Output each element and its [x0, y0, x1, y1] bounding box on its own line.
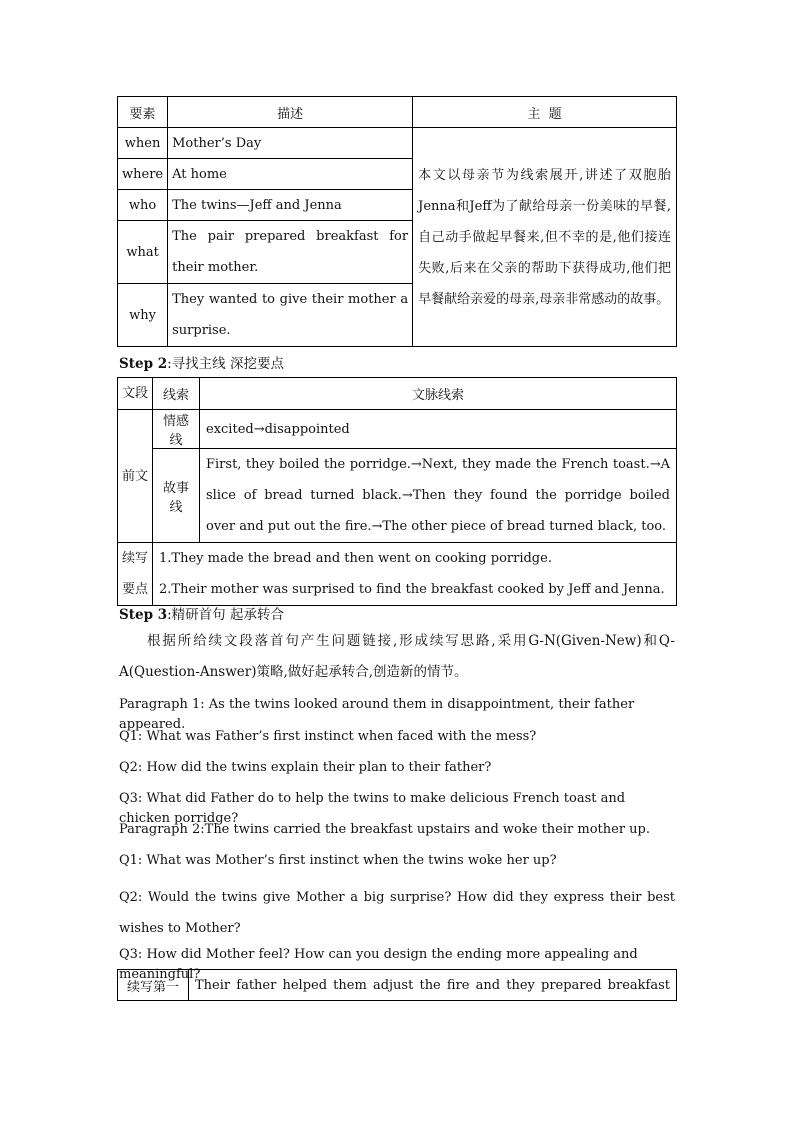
paragraph2-line: Paragraph 2:The twins carried the breakfast upstairs and woke their mother up. — [119, 822, 650, 837]
table-header-row — [118, 97, 677, 128]
row-value: Mother’s Day — [168, 128, 413, 159]
points-label: 续写要点 — [118, 543, 153, 606]
header-theme: 主 题 — [413, 97, 677, 128]
point-item: 1.They made the bread and then went on cooking porridge. — [159, 551, 552, 566]
row-value: They wanted to give their mother a surprise. — [168, 284, 413, 347]
table-row — [118, 449, 677, 543]
step3-title: :精研首句 起承转合 — [167, 607, 284, 623]
continuation-table — [117, 969, 677, 1001]
story-label: 故事线 — [153, 449, 200, 543]
p2-question-2: Q2: Would the twins give Mother a big surprise? How did they express their best wishes to Mother? — [119, 890, 675, 936]
header-clue: 线索 — [153, 378, 200, 410]
row-key: what — [118, 221, 168, 284]
theme-text: 本文以母亲节为线索展开,讲述了双胞胎Jenna和Jeff为了献给母亲一份美味的早餐,自己动手做起早餐来,但不幸的是,他们接连失败,后来在父亲的帮助下获得成功,他们把早餐献给亲爱的母亲,母亲非常感动的故事。 — [413, 128, 677, 347]
row-key: when — [118, 128, 168, 159]
row-value: At home — [168, 159, 413, 190]
row-value: The pair prepared breakfast for their mother. — [168, 221, 413, 284]
emotion-value: excited→disappointed — [200, 410, 677, 449]
row-value: The twins—Jeff and Jenna — [168, 190, 413, 221]
step2-heading — [119, 352, 284, 372]
continuation-label: 续写第一 — [118, 970, 189, 1001]
points-cell — [153, 543, 677, 606]
step3-heading — [119, 603, 284, 623]
step2-title: :寻找主线 深挖要点 — [167, 356, 284, 372]
row-key: who — [118, 190, 168, 221]
p1-question-2: Q2: How did the twins explain their plan to their father? — [119, 760, 492, 775]
header-section: 文段 — [118, 378, 153, 410]
intro-paragraph: 根据所给续文段落首句产生问题链接,形成续写思路,采用G-N(Given-New)和Q-A(Question-Answer)策略,做好起承转合,创造新的情节。 — [119, 633, 675, 680]
header-element: 要素 — [118, 97, 168, 128]
paragraph1-line: Paragraph 1: As the twins looked around them in disappointment, their father appeared. — [119, 697, 635, 732]
header-context: 文脉线索 — [200, 378, 677, 410]
continuation-value: Their father helped them adjust the fire and they prepared breakfast — [189, 970, 677, 1001]
table-row — [118, 970, 677, 1001]
table-header-row — [118, 378, 677, 410]
story-value: First, they boiled the porridge.→Next, they made the French toast.→A slice of bread turned black.→Then they found the porridge boiled over and put out the fire.→The other piece of bread turned black, too. — [200, 449, 677, 543]
elements-table — [117, 96, 677, 347]
emotion-label: 情感线 — [153, 410, 200, 449]
clues-table — [117, 377, 677, 606]
table-row — [118, 543, 677, 606]
header-description: 描述 — [168, 97, 413, 128]
p1-question-1: Q1: What was Father’s first instinct when faced with the mess? — [119, 729, 537, 744]
point-item: 2.Their mother was surprised to find the breakfast cooked by Jeff and Jenna. — [159, 582, 665, 597]
p2-question-3: Q3: How did Mother feel? How can you design the ending more appealing and meaningful? — [119, 947, 638, 982]
step3-label: Step 3 — [119, 607, 168, 623]
row-key: why — [118, 284, 168, 347]
table-row — [118, 410, 677, 449]
table-row — [118, 128, 677, 159]
p2-question-1: Q1: What was Mother’s first instinct when the twins woke her up? — [119, 853, 557, 868]
p1-question-3: Q3: What did Father do to help the twins to make delicious French toast and chicken porridge? — [119, 791, 626, 826]
section-name: 前文 — [118, 410, 153, 543]
step2-label: Step 2 — [119, 356, 168, 372]
row-key: where — [118, 159, 168, 190]
